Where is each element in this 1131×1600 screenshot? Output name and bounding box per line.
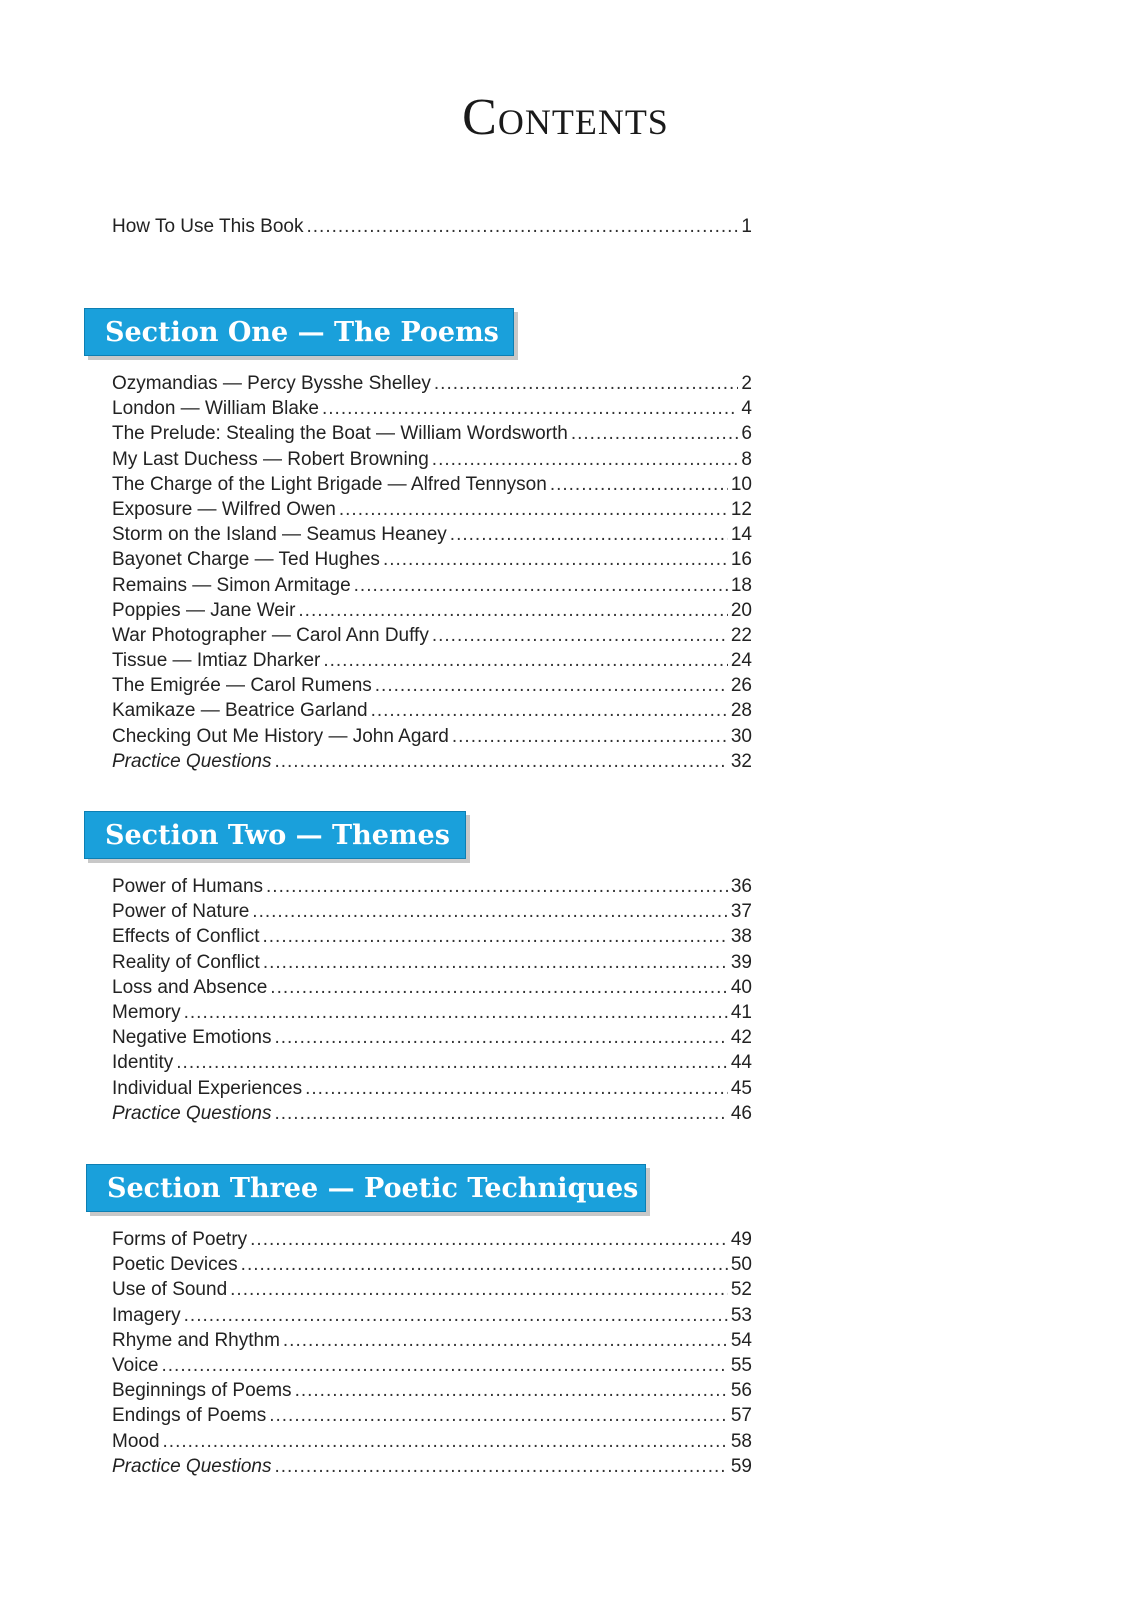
toc-entry — [112, 447, 752, 472]
entry-page-number: 49 — [730, 1229, 752, 1250]
dot-leader — [432, 623, 728, 648]
entry-title: Poetic Devices — [112, 1254, 238, 1276]
section-banner — [84, 308, 514, 356]
entry-page-number: 32 — [730, 750, 752, 772]
entry-page-number: 39 — [730, 951, 752, 973]
toc-entry — [112, 522, 752, 547]
entry-page-number: 58 — [730, 1430, 752, 1452]
entry-page-number: 28 — [730, 700, 752, 722]
entry-title: Negative Emotions — [112, 1027, 272, 1049]
entry-page-number: 16 — [730, 549, 752, 571]
entry-page-number: 52 — [730, 1279, 752, 1301]
dot-leader — [434, 371, 739, 396]
dot-leader — [571, 421, 739, 446]
dot-leader — [161, 1353, 727, 1378]
entry-page-number: 14 — [730, 524, 752, 546]
entry-title: Practice Questions — [112, 750, 272, 772]
section-heading: Section Two — Themes — [105, 819, 450, 851]
dot-leader — [322, 396, 738, 421]
entry-title: Remains — Simon Armitage — [112, 574, 351, 596]
toc-entry — [112, 1277, 752, 1302]
entry-page-number: 10 — [730, 473, 752, 495]
entry-title: Endings of Poems — [112, 1405, 267, 1427]
entry-title: My Last Duchess — Robert Browning — [112, 448, 429, 470]
entry-page-number: 45 — [730, 1077, 752, 1099]
entry-page-number: 57 — [730, 1405, 752, 1427]
dot-leader — [266, 874, 728, 899]
entry-title: Rhyme and Rhythm — [112, 1329, 280, 1351]
toc-entry — [112, 547, 752, 572]
entry-title: Ozymandias — Percy Bysshe Shelley — [112, 373, 431, 394]
entry-title: Bayonet Charge — Ted Hughes — [112, 549, 380, 571]
toc-entry — [112, 472, 752, 497]
dot-leader — [250, 1227, 728, 1252]
entry-page-number: 44 — [730, 1052, 752, 1074]
entry-page-number: 2 — [741, 373, 752, 394]
entry-page-number: 36 — [730, 876, 752, 897]
section-two-list — [112, 874, 752, 1126]
toc-entry — [112, 1303, 752, 1328]
entry-page-number: 46 — [730, 1102, 752, 1124]
entry-page-number: 37 — [730, 901, 752, 923]
entry-page-number: 54 — [730, 1329, 752, 1351]
entry-title: Beginnings of Poems — [112, 1380, 292, 1402]
entry-title: Storm on the Island — Seamus Heaney — [112, 524, 447, 546]
entry-page-number: 20 — [730, 599, 752, 621]
dot-leader — [263, 950, 728, 975]
dot-leader — [274, 1454, 727, 1479]
entry-page-number: 55 — [730, 1354, 752, 1376]
toc-entry — [112, 421, 752, 446]
entry-title: Loss and Absence — [112, 976, 268, 998]
toc-entry — [112, 950, 752, 975]
entry-page-number: 4 — [741, 398, 752, 420]
toc-entry — [112, 371, 752, 396]
entry-page-number: 59 — [730, 1455, 752, 1477]
page-title: Contents — [462, 89, 669, 146]
entry-page-number: 40 — [730, 976, 752, 998]
dot-leader — [274, 1025, 727, 1050]
toc-entry — [112, 899, 752, 924]
entry-page-number: 50 — [730, 1254, 752, 1276]
toc-entry — [112, 396, 752, 421]
dot-leader — [274, 1101, 727, 1126]
toc-entry — [112, 1252, 752, 1277]
toc-entry — [112, 749, 752, 774]
dot-leader — [298, 598, 727, 623]
dot-leader — [450, 522, 728, 547]
entry-page-number: 1 — [741, 216, 752, 237]
toc-entry — [112, 1454, 752, 1479]
toc-entry — [112, 975, 752, 1000]
entry-title: Effects of Conflict — [112, 926, 260, 948]
entry-page-number: 26 — [730, 675, 752, 697]
toc-entry — [112, 648, 752, 673]
toc-entry — [112, 1328, 752, 1353]
dot-leader — [550, 472, 728, 497]
dot-leader — [371, 698, 728, 723]
entry-page-number: 22 — [730, 624, 752, 646]
entry-title: Forms of Poetry — [112, 1229, 248, 1250]
section-heading: Section One — The Poems — [105, 316, 499, 348]
dot-leader — [432, 447, 739, 472]
dot-leader — [305, 1076, 728, 1101]
toc-entry — [112, 598, 752, 623]
toc-entry — [112, 497, 752, 522]
entry-title: Kamikaze — Beatrice Garland — [112, 700, 368, 722]
toc-entry — [112, 673, 752, 698]
entry-page-number: 38 — [730, 926, 752, 948]
entry-title: The Charge of the Light Brigade — Alfred Tennyson — [112, 473, 547, 495]
entry-title: The Prelude: Stealing the Boat — William Wordsworth — [112, 423, 568, 445]
section-three-list — [112, 1227, 752, 1479]
dot-leader — [354, 573, 728, 598]
toc-entry — [112, 623, 752, 648]
entry-title: Checking Out Me History — John Agard — [112, 725, 449, 747]
dot-leader — [163, 1429, 728, 1454]
entry-page-number: 42 — [730, 1027, 752, 1049]
dot-leader — [323, 648, 728, 673]
entry-page-number: 56 — [730, 1380, 752, 1402]
entry-title: Voice — [112, 1354, 159, 1376]
entry-title: London — William Blake — [112, 398, 319, 420]
entry-page-number: 18 — [730, 574, 752, 596]
dot-leader — [269, 1403, 728, 1428]
toc-entry — [112, 214, 752, 239]
section-banner — [86, 1164, 646, 1212]
toc-entry — [112, 1378, 752, 1403]
entry-page-number: 6 — [741, 423, 752, 445]
entry-title: Tissue — Imtiaz Dharker — [112, 650, 321, 672]
entry-page-number: 24 — [730, 650, 752, 672]
entry-page-number: 12 — [730, 498, 752, 520]
intro-list — [112, 214, 752, 239]
entry-title: Reality of Conflict — [112, 951, 260, 973]
dot-leader — [339, 497, 728, 522]
toc-entry — [112, 698, 752, 723]
toc-entry — [112, 1025, 752, 1050]
toc-entry — [112, 573, 752, 598]
entry-title: Poppies — Jane Weir — [112, 599, 296, 621]
dot-leader — [241, 1252, 728, 1277]
toc-entry — [112, 1429, 752, 1454]
dot-leader — [176, 1050, 728, 1075]
entry-title: Individual Experiences — [112, 1077, 303, 1099]
entry-title: Use of Sound — [112, 1279, 228, 1301]
entry-title: Memory — [112, 1001, 181, 1023]
toc-entry — [112, 1403, 752, 1428]
entry-title: Identity — [112, 1052, 174, 1074]
dot-leader — [230, 1277, 728, 1302]
toc-entry — [112, 1101, 752, 1126]
dot-leader — [263, 924, 728, 949]
dot-leader — [307, 214, 739, 239]
entry-title: Power of Nature — [112, 901, 250, 923]
entry-page-number: 41 — [730, 1001, 752, 1023]
toc-entry — [112, 874, 752, 899]
entry-title: Practice Questions — [112, 1102, 272, 1124]
entry-page-number: 8 — [741, 448, 752, 470]
toc-entry — [112, 724, 752, 749]
entry-title: War Photographer — Carol Ann Duffy — [112, 624, 429, 646]
entry-title: Imagery — [112, 1304, 181, 1326]
section-heading: Section Three — Poetic Techniques — [107, 1172, 639, 1204]
dot-leader — [270, 975, 728, 1000]
toc-entry — [112, 1050, 752, 1075]
entry-title: The Emigrée — Carol Rumens — [112, 675, 372, 697]
toc-entry — [112, 1076, 752, 1101]
entry-page-number: 30 — [730, 725, 752, 747]
dot-leader — [283, 1328, 728, 1353]
entry-page-number: 53 — [730, 1304, 752, 1326]
entry-title: How To Use This Book — [112, 216, 304, 237]
dot-leader — [375, 673, 728, 698]
toc-entry — [112, 1227, 752, 1252]
section-banner — [84, 811, 466, 859]
entry-title: Mood — [112, 1430, 160, 1452]
entry-title: Power of Humans — [112, 876, 264, 897]
dot-leader — [252, 899, 728, 924]
toc-entry — [112, 1000, 752, 1025]
dot-leader — [383, 547, 728, 572]
section-one-list — [112, 371, 752, 774]
toc-entry — [112, 924, 752, 949]
dot-leader — [452, 724, 728, 749]
dot-leader — [184, 1303, 728, 1328]
dot-leader — [184, 1000, 728, 1025]
dot-leader — [295, 1378, 728, 1403]
toc-entry — [112, 1353, 752, 1378]
entry-title: Practice Questions — [112, 1455, 272, 1477]
dot-leader — [274, 749, 727, 774]
entry-title: Exposure — Wilfred Owen — [112, 498, 336, 520]
